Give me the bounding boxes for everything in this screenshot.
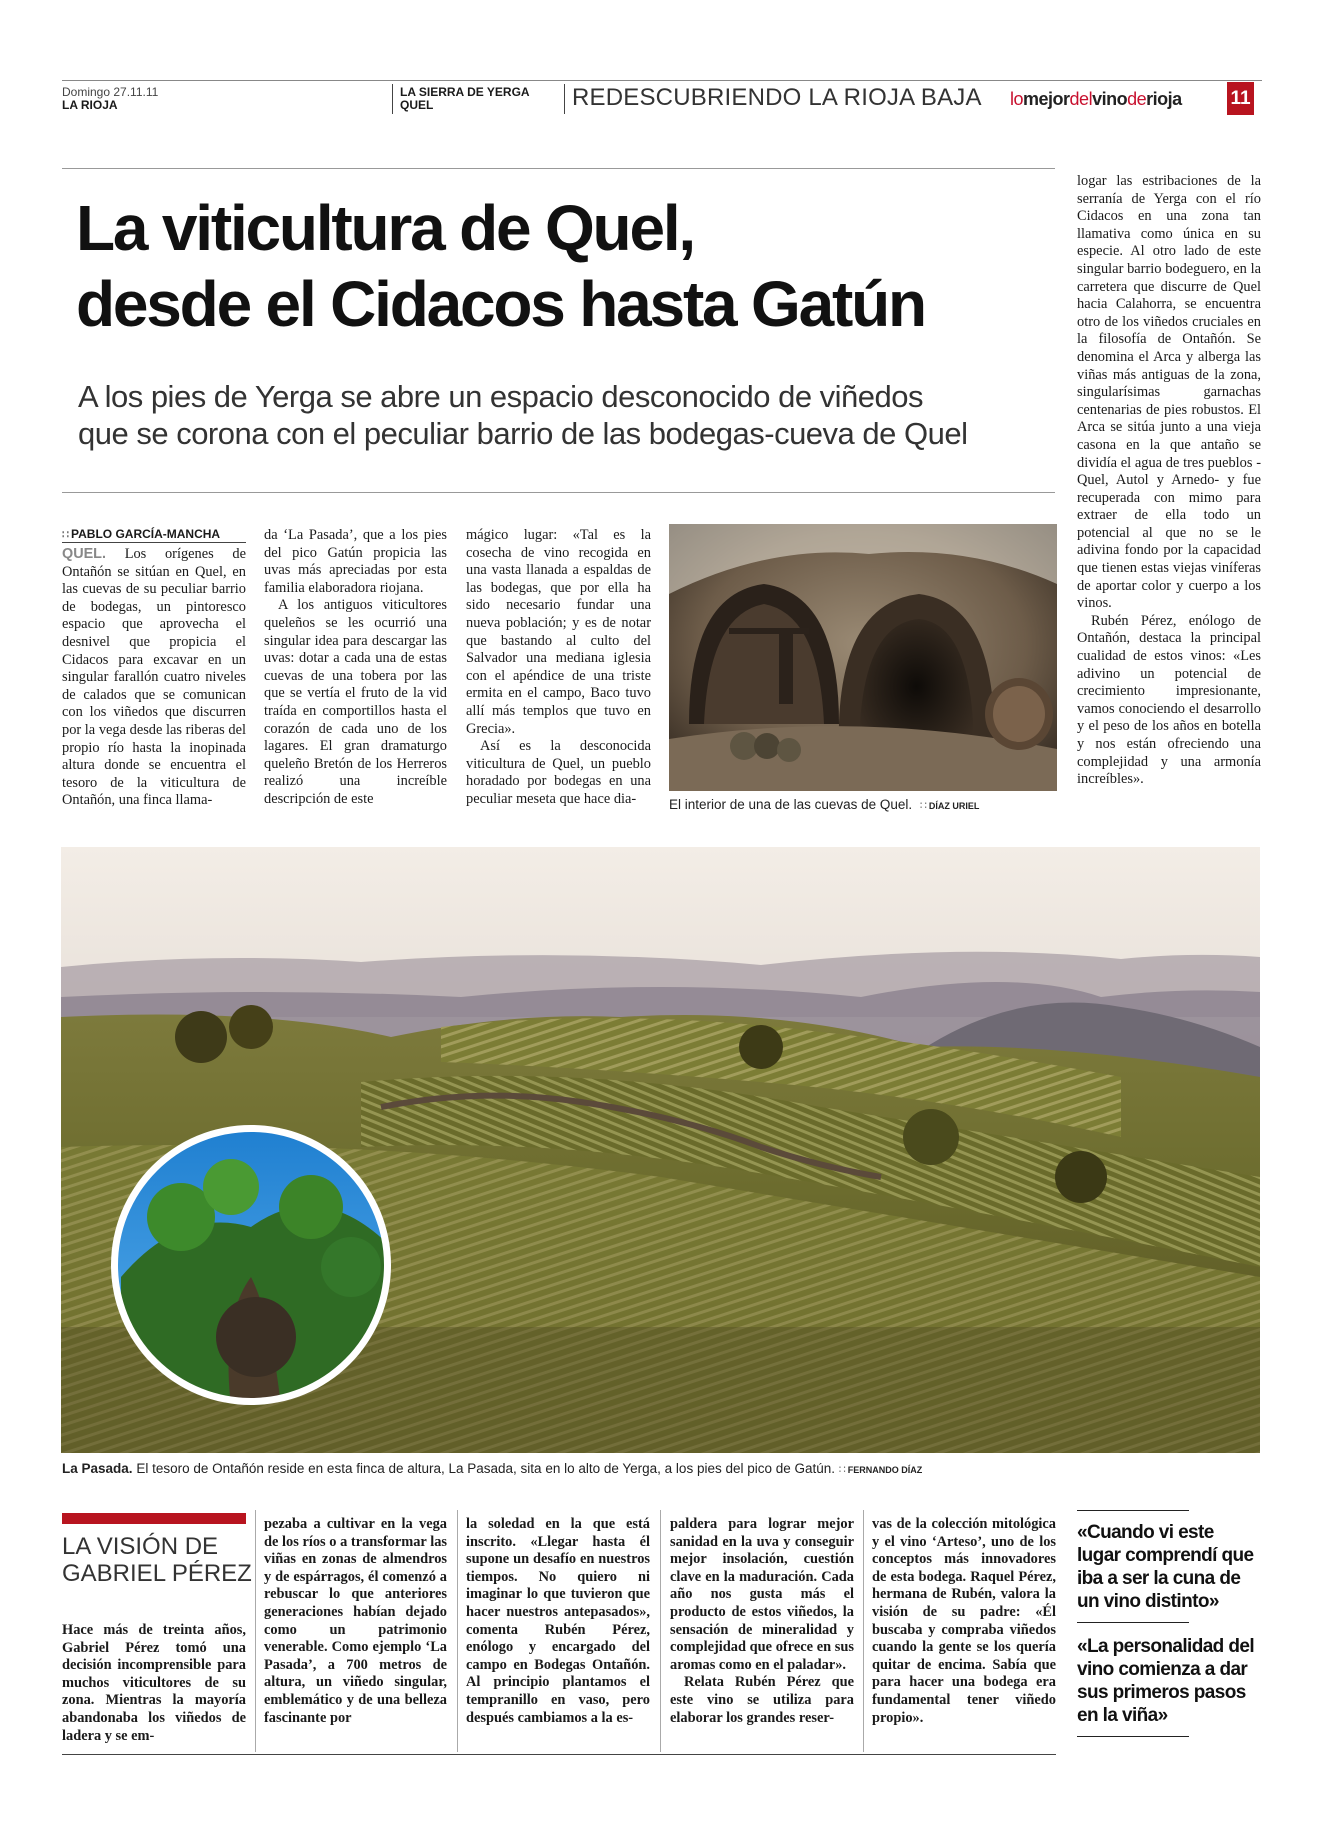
article-col-2 bbox=[264, 527, 447, 809]
sidebar-bottom-rule bbox=[62, 1754, 1056, 1755]
sidebar-col-5-text: vas de la colección mitológica y el vino ‘Arteso’, uno de los conceptos más innovadores de esta bodega. Raquel Pérez, hermana de Rubén, valora la visión de su padre: «Él buscaba y compraba viñedos cuando la gente se los quería quitar de encima. Sabía que para hacer una bodega era fundamental tener viñedo propio». bbox=[872, 1516, 1056, 1726]
sidebar-col-4-p2: Relata Rubén Pérez que este vino se utiliza para elaborar los grandes reser- bbox=[670, 1674, 854, 1726]
sidebar-col-3-text: la soledad en la que está inscrito. «Llegar hasta él supone un desafío en nuestros tiempos. No quiero ni imaginar lo que tuvieron que hacer nuestros antepasados», comenta Rubén Pérez, enólogo y encargado del campo en Bodegas Ontañón. Al principio plantamos el tempranillo en vaso, pero después cambiamos a la es- bbox=[466, 1516, 650, 1726]
quote-mid-rule bbox=[1077, 1622, 1189, 1623]
sidebar-col-5 bbox=[872, 1516, 1056, 1727]
vineyard-illustration bbox=[61, 847, 1260, 1453]
sidebar-col-1 bbox=[62, 1622, 246, 1745]
article-col-4 bbox=[1077, 173, 1261, 789]
sidebar-col-4 bbox=[670, 1516, 854, 1727]
quote-bottom-rule bbox=[1077, 1736, 1189, 1737]
cave-credit: DÍAZ URIEL bbox=[928, 801, 980, 811]
cave-caption bbox=[669, 797, 979, 812]
byline-dots-icon: ∷ bbox=[62, 529, 68, 541]
sidebar-col-divider-3 bbox=[660, 1510, 661, 1752]
sidebar-col-3 bbox=[466, 1516, 650, 1727]
article-col-1-text: Los orígenes de Ontañón se sitúan en Quel, en las cuevas de su peculiar barrio de bodegas, un pintoresco espacio que aprovecha el desnivel que propicia el Cidacos para excavar en un singular farallón cuatro niveles de calados que se comunican con los viñedos que discurren por la vega desde las riberas del propio río hasta la inopinada altura donde se encuentra el tesoro de la viticultura de Ontañón, una finca llama- bbox=[62, 546, 246, 809]
vineyard-credit-dots-icon: ∷ bbox=[838, 1464, 845, 1476]
sidebar-col-divider-1 bbox=[255, 1510, 256, 1752]
sidebar-title-line-1: LA VISIÓN DE bbox=[62, 1533, 219, 1560]
brand-del: del bbox=[1069, 89, 1093, 109]
article-col-4-p1: logar las estribaciones de la serranía de Yerga con el río Cidacos en una zona tan llamativa como única en su especie. Al otro lado de este singular barrio bodeguero, en la carretera que discurre de Quel hacia Calahorra, se encuentra otro de los viñedos cruciales en la filosofía de Ontañón. Se denomina el Arca y alberga las viñas más antiguas de la zona, singularísimas garnachas centenarias de pies robustos. El Arca se sitúa junto a una vieja casona en la que antaño se dividía el agua de tres pueblos -Quel, Autol y Arnedo- y fue recuperada con mimo para extraer de ella todo un potencial al que no se le adivina fondo por la capacidad que tienen estas viejas viníferas de aportar color y cuerpo a los vinos. bbox=[1077, 173, 1261, 612]
brand-vino: vino bbox=[1092, 89, 1128, 109]
section-line-2: QUEL bbox=[400, 98, 434, 112]
brand-logo bbox=[1010, 89, 1182, 110]
masthead-section bbox=[400, 86, 530, 112]
sidebar-red-bar bbox=[62, 1513, 246, 1524]
brand-lo: lo bbox=[1010, 89, 1024, 109]
cave-caption-text: El interior de una de las cuevas de Quel. bbox=[669, 797, 913, 812]
headline bbox=[76, 190, 925, 342]
article-col-1 bbox=[62, 546, 246, 810]
page-number-box bbox=[1227, 82, 1254, 115]
sidebar-col-4-p1: paldera para lograr mejor sanidad en la uva y conseguir mejor insolación, cuestión clave en la maduración. Cada año nos gusta más el producto de estos viñedos, la sensación de mineralidad y complejidad que ofrece en sus aromas como en el paladar». bbox=[670, 1516, 854, 1673]
sidebar-col-1-text: Hace más de treinta años, Gabriel Pérez tomó una decisión incomprensible para muchos viticultores de su zona. Mientras la mayoría abandonaba los viñedos de ladera y se em- bbox=[62, 1622, 246, 1744]
vineyard-photo bbox=[61, 847, 1260, 1453]
article-col-2-p1: da ‘La Pasada’, que a los pies del pico Gatún propicia las uvas más apreciadas por esta familia elaboradora riojana. bbox=[264, 527, 447, 596]
pull-quote-1: «Cuando vi este lugar comprendí que iba a ser la cuna de un vino distinto» bbox=[1077, 1522, 1254, 1612]
headline-line-2: desde el Cidacos hasta Gatún bbox=[76, 268, 925, 340]
vineyard-caption-lead: La Pasada. bbox=[62, 1461, 133, 1476]
article-col-2-p2: A los antiguos viticultores queleños se les ocurrió una singular idea para descargar las uvas: dotar a cada una de estas cuevas de una tobera por las que se vertía el fruto de la vid traída en comportillos hasta el corazón de cada uno de los lagares. El gran dramaturgo queleño Bretón de los Herreros realizó una increíble descripción de este bbox=[264, 597, 447, 807]
cave-illustration bbox=[669, 524, 1057, 791]
pull-quote-2: «La personalidad del vino comienza a dar sus primeros pasos en la viña» bbox=[1077, 1636, 1254, 1726]
subhead-line-1: A los pies de Yerga se abre un espacio desconocido de viñedos bbox=[78, 379, 924, 414]
masthead-top-rule bbox=[62, 80, 1262, 81]
article-col-3 bbox=[466, 527, 651, 809]
cave-photo bbox=[669, 524, 1057, 791]
sidebar-title-line-2: GABRIEL PÉREZ bbox=[62, 1560, 252, 1587]
masthead-date: Domingo 27.11.11 bbox=[62, 85, 159, 99]
cave-credit-dots-icon: ∷ bbox=[919, 800, 926, 812]
sidebar-col-divider-2 bbox=[457, 1510, 458, 1752]
section-line-1: LA SIERRA DE YERGA bbox=[400, 85, 530, 99]
vineyard-credit: FERNANDO DÍAZ bbox=[847, 1465, 923, 1475]
byline bbox=[62, 527, 246, 543]
quote-top-rule bbox=[1077, 1510, 1189, 1511]
masthead bbox=[62, 80, 1262, 120]
masthead-divider-2 bbox=[564, 84, 565, 114]
byline-name: PABLO GARCÍA-MANCHA bbox=[71, 527, 221, 541]
sidebar-col-2 bbox=[264, 1516, 447, 1727]
vineyard-caption-text: El tesoro de Ontañón reside en esta finca de altura, La Pasada, sita en lo alto de Yerga, a los pies del pico de Gatún. bbox=[136, 1461, 836, 1476]
headline-top-rule bbox=[62, 168, 1055, 169]
brand-de: de bbox=[1127, 89, 1147, 109]
sidebar-col-2-text: pezaba a cultivar en la vega de los ríos o a transformar las viñas en zonas de almendros y de espárragos, él comenzó a rebuscar lo que anteriores generaciones habían dejado como un patrimonio venerable. Como ejemplo ‘La Pasada’, a 700 metros de altura, un viñedo singular, emblemático y de una belleza fascinante por bbox=[264, 1516, 447, 1726]
sidebar-title bbox=[62, 1533, 252, 1587]
masthead-divider bbox=[392, 84, 393, 114]
subhead-line-2: que se corona con el peculiar barrio de las bodegas-cueva de Quel bbox=[78, 416, 968, 451]
sidebar-col-divider-4 bbox=[863, 1510, 864, 1752]
brand-mejor: mejor bbox=[1023, 89, 1070, 109]
headline-line-1: La viticultura de Quel, bbox=[76, 192, 694, 264]
article-col-4-p2: Rubén Pérez, enólogo de Ontañón, destaca la principal cualidad de estos vinos: «Les adivino un potencial de crecimiento impresionante, vamos conociendo el desarrollo y el peso de los años en botella y nos están ofreciendo una complejidad y una armonía increíbles». bbox=[1077, 612, 1261, 788]
vineyard-caption bbox=[62, 1461, 1262, 1476]
article-col-3-p1: mágico lugar: «Tal es la cosecha de vino recogida en una vasta llanada a espaldas de las bodegas, que por ella ha sido necesario fundar una nueva población; y es de notar que bastando al culto del Salvador una mediana iglesia con el apéndice de una triste ermita en el campo, Baco tuvo allí más templos que tuvo en Grecia». bbox=[466, 527, 651, 737]
article-location: QUEL. bbox=[62, 546, 106, 562]
article-col-3-p2: Así es la desconocida viticultura de Quel, un pueblo horadado por bodegas en una peculiar meseta que hace dia- bbox=[466, 738, 651, 807]
masthead-paper: LA RIOJA bbox=[62, 98, 118, 112]
subheadline bbox=[78, 378, 967, 452]
brand-rioja: rioja bbox=[1146, 89, 1182, 109]
page-number: 11 bbox=[1230, 88, 1251, 109]
masthead-series: REDESCUBRIENDO LA RIOJA BAJA bbox=[572, 84, 982, 111]
headline-bottom-rule bbox=[62, 492, 1055, 493]
